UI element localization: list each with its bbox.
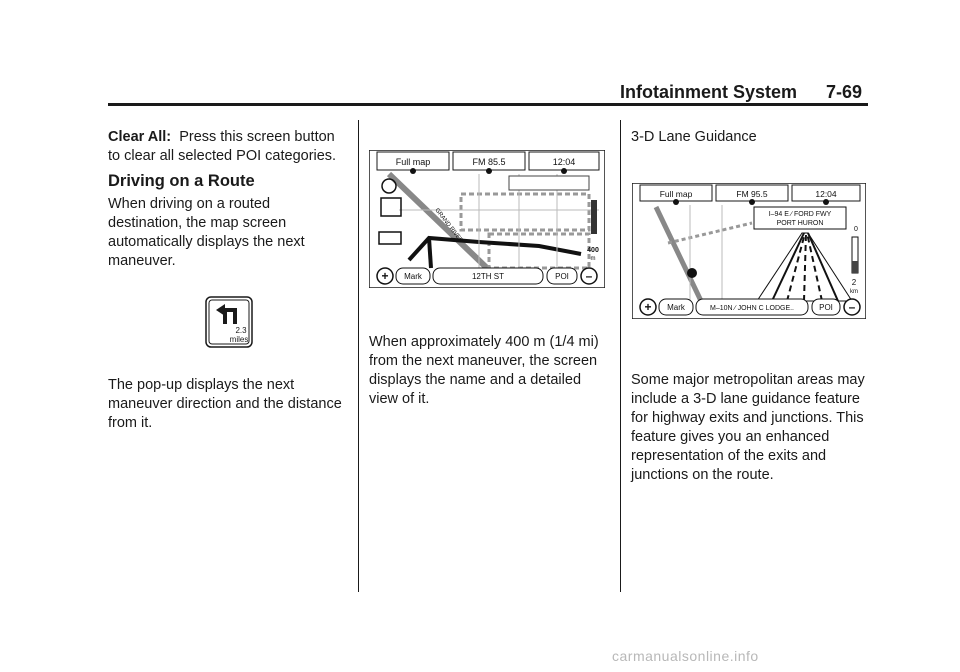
clear-all-label: Clear All: xyxy=(108,129,172,145)
street-name-label: 12TH ST xyxy=(471,272,505,281)
text-line: When approximately 400 m (1/4 mi) xyxy=(369,334,599,350)
watermark: carmanualsonline.info xyxy=(612,648,759,664)
clear-all-text-2: to clear all selected POI categories. xyxy=(108,148,337,164)
scale-unit: km xyxy=(850,289,858,295)
text-line: view of it. xyxy=(369,391,430,407)
text-line: The pop-up displays the next xyxy=(108,377,295,393)
column-divider-2 xyxy=(620,120,621,592)
poi-label: POI xyxy=(819,303,833,312)
scale-unit: m xyxy=(590,256,596,262)
text-line: from the next maneuver, the screen xyxy=(369,353,598,369)
text-line: Some major metropolitan areas may xyxy=(631,372,865,388)
clock-label: 12:04 xyxy=(552,157,576,167)
text-line: maneuver direction and the distance xyxy=(108,396,342,412)
radio-station-label: FM 95.5 xyxy=(736,189,768,199)
page-number: 7-69 xyxy=(826,82,863,102)
text-line: maneuver. xyxy=(108,253,176,269)
lane-marker: 0 xyxy=(854,226,858,233)
popup-distance: 2.3 xyxy=(235,326,247,335)
minus-icon: – xyxy=(585,269,593,283)
mark-label: Mark xyxy=(404,272,422,281)
approach-paragraph xyxy=(369,333,599,409)
sign-line-2: PORT HURON xyxy=(776,220,824,227)
popup-unit: miles xyxy=(229,335,249,344)
text-line: displays the name and a detailed xyxy=(369,372,582,388)
minus-icon: – xyxy=(848,300,856,314)
header-rule xyxy=(108,103,868,106)
map-screen-3d-lane xyxy=(632,183,866,319)
plus-icon: + xyxy=(644,300,652,314)
road-name-label: GRAND RIVER xyxy=(433,207,464,245)
column-divider-1 xyxy=(358,120,359,592)
distance-scale-bar xyxy=(591,200,597,234)
sign-line-1: I–94 E ∕ FORD FWY xyxy=(768,211,832,218)
section-title: Infotainment System xyxy=(620,82,798,102)
text-line: automatically displays the next xyxy=(108,234,305,250)
scale-value: 2 xyxy=(851,278,857,287)
street-name-label: M–10N ∕ JOHN C LODGE.. xyxy=(709,305,795,312)
lane-guidance-paragraph xyxy=(631,371,865,485)
radio-station-label: FM 85.5 xyxy=(472,157,506,167)
text-line: for highway exits and junctions. This xyxy=(631,410,864,426)
text-line: destination, the map screen xyxy=(108,215,287,231)
driving-route-heading: Driving on a Route xyxy=(108,172,255,190)
full-map-label: Full map xyxy=(659,189,693,199)
text-line: junctions on the route. xyxy=(631,467,774,483)
driving-route-paragraph xyxy=(108,195,305,271)
poi-label: POI xyxy=(555,272,569,281)
text-line: When driving on a routed xyxy=(108,196,271,212)
full-map-label: Full map xyxy=(395,157,431,167)
lane-guidance-title: 3-D Lane Guidance xyxy=(631,129,757,145)
popup-paragraph xyxy=(108,376,342,433)
text-line: feature gives you an enhanced xyxy=(631,429,830,445)
scale-value: 400 xyxy=(587,247,599,254)
clear-all-paragraph xyxy=(108,128,336,166)
text-line: from it. xyxy=(108,415,153,431)
text-line: representation of the exits and xyxy=(631,448,827,464)
clock-label: 12:04 xyxy=(815,189,837,199)
map-screen-route xyxy=(369,150,605,288)
maneuver-popup xyxy=(205,296,253,348)
clear-all-text: Press this screen button xyxy=(179,129,335,145)
plus-icon: + xyxy=(381,269,389,283)
mark-label: Mark xyxy=(667,303,685,312)
text-line: include a 3-D lane guidance feature xyxy=(631,391,860,407)
